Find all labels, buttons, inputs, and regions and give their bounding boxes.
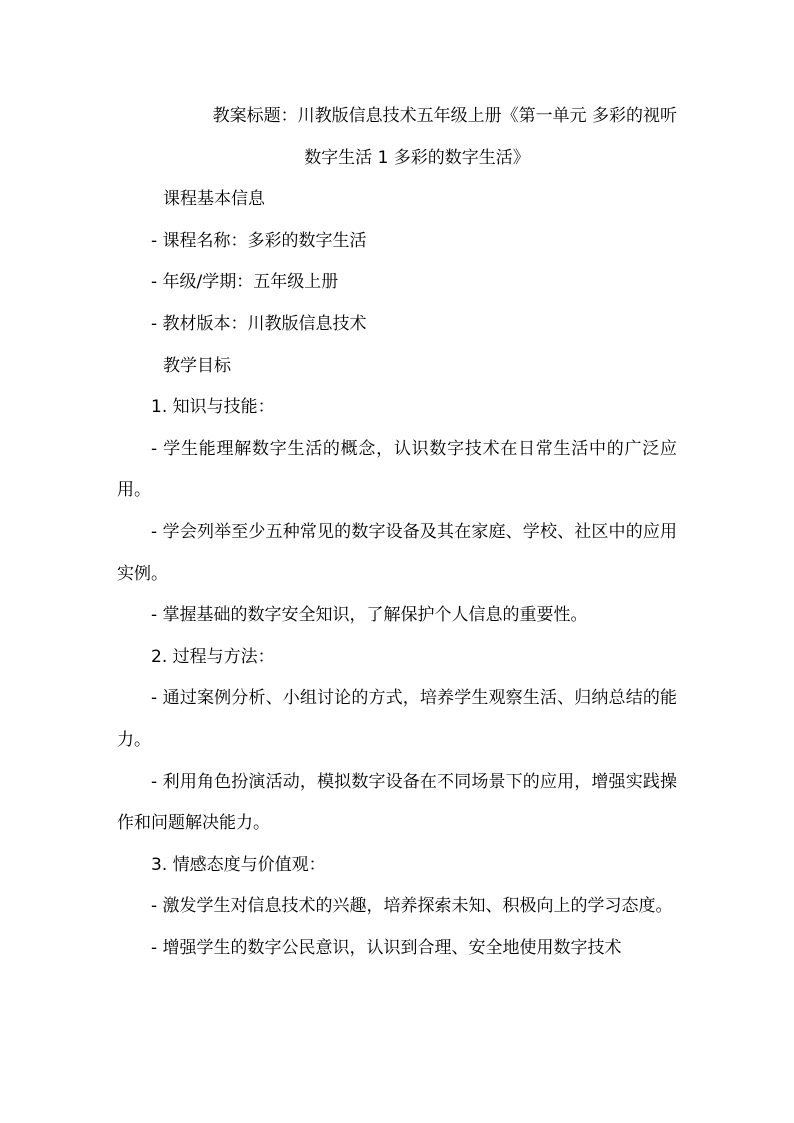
- goal3-title: 3. 情感态度与价值观：: [151, 854, 326, 875]
- goal3-item: - 激发学生对信息技术的兴趣，培养探索未知、积极向上的学习态度。: [151, 896, 673, 917]
- goal1-item: - 学生能理解数字生活的概念，认识数字技术在日常生活中的广泛应用。: [117, 438, 677, 501]
- goal2-item: - 利用角色扮演活动，模拟数字设备在不同场景下的应用，增强实践操作和问题解决能力。: [117, 771, 677, 834]
- section-teaching-goals: 教学目标: [163, 355, 231, 376]
- goal2-title: 2. 过程与方法：: [151, 646, 275, 667]
- basic-item-grade: - 年级/学期：五年级上册: [151, 272, 339, 293]
- goal1-title: 1. 知识与技能：: [151, 397, 275, 418]
- document-body: [117, 96, 677, 969]
- section-basic-info: 课程基本信息: [163, 189, 265, 210]
- basic-item-course-name: - 课程名称：多彩的数字生活: [151, 230, 367, 251]
- goal3-item: - 增强学生的数字公民意识，认识到合理、安全地使用数字技术: [151, 937, 622, 958]
- goal2-item: - 通过案例分析、小组讨论的方式，培养学生观察生活、归纳总结的能力。: [117, 688, 677, 750]
- doc-title-line2: 数字生活 1 多彩的数字生活》: [304, 147, 530, 168]
- basic-item-textbook: - 教材版本：川教版信息技术: [151, 313, 367, 334]
- doc-title-line1: 教案标题：川教版信息技术五年级上册《第一单元 多彩的视听: [212, 106, 677, 126]
- goal1-item: - 学会列举至少五种常见的数字设备及其在家庭、学校、社区中的应用实例。: [117, 521, 677, 584]
- goal1-item: - 掌握基础的数字安全知识，了解保护个人信息的重要性。: [151, 605, 588, 626]
